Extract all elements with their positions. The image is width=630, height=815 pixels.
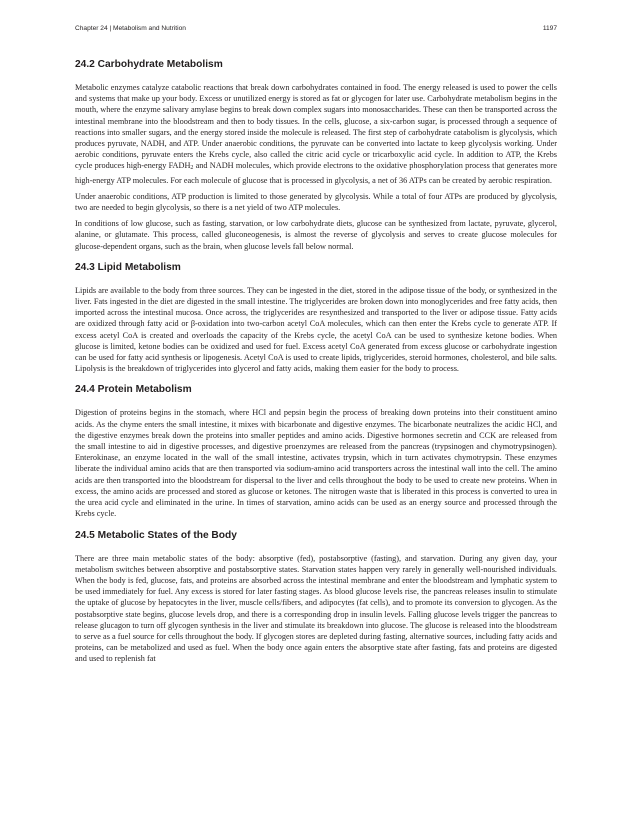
section-protein-metabolism [75, 383, 557, 519]
section-heading: 24.2 Carbohydrate Metabolism [75, 59, 223, 70]
paragraph [75, 82, 557, 186]
running-header [75, 25, 557, 32]
paragraph: Lipids are available to the body from three sources. They can be ingested in the diet, stored in the adipose tissue of the body, or synthesized in the liver. Fats ingested in the diet are digested in the small intestine. The triglycerides are broken down into monoglycerides and free fatty acids, then imported across the intestinal mucosa. Once across, the triglycerides are resynthesized and transported to the liver or adipose tissue. Fatty acids are oxidized through fatty acid or β-oxidation into two-carbon acetyl CoA molecules, which can then enter the Krebs cycle to generate ATP. If excess acetyl CoA is created and overloads the capacity of the Krebs cycle, the acetyl CoA can be used to synthesize ketone bodies. When glucose is limited, ketone bodies can be oxidized and used for fuel. Excess acetyl CoA generated from excess glucose or carbohydrate ingestion can be used for fatty acid synthesis or lipogenesis. Acetyl CoA is used to create lipids, triglycerides, steroid hormones, cholesterol, and bile salts. Lipolysis is the breakdown of triglycerides into glycerol and fatty acids, making them easier for the body to process. [75, 285, 557, 374]
section-metabolic-states [75, 529, 557, 665]
page-content [75, 58, 557, 674]
paragraph: There are three main metabolic states of the body: absorptive (fed), postabsorptive (fasting), and starvation. During any given day, your metabolism switches between absorptive and postabsorptive states. Starvation states happen very rarely in generally well-nourished individuals. When the body is fed, glucose, fats, and proteins are absorbed across the intestinal membrane and enter the bloodstream and lymphatic system to be used immediately for fuel. Any excess is stored for later fasting stages. As blood glucose levels rise, the pancreas releases insulin to stimulate the uptake of glucose by hepatocytes in the liver, muscle cells/fibers, and adipocytes (fat cells), and to promote its conversion to glycogen. As the postabsorptive state begins, glucose levels drop, and there is a corresponding drop in insulin levels. Falling glucose levels trigger the pancreas to release glucagon to turn off glycogen synthesis in the liver and stimulate its breakdown into glucose. The glucose is released into the bloodstream to serve as a fuel source for cells throughout the body. If glycogen stores are depleted during fasting, alternative sources, including fatty acids and proteins, can be metabolized and used as fuel. When the body once again enters the absorptive state after fasting, fats and proteins are digested and used to replenish fat [75, 553, 557, 664]
paragraph-text-continued: and NADH molecules, which provide electrons to the oxidative phosphorylation process that generates more high-energy ATP molecules. For each molecule of glucose that is processed in glycolysis, a net of 36 ATPs can be created by aerobic respiration. [75, 161, 557, 185]
section-heading: 24.4 Protein Metabolism [75, 384, 192, 396]
section-heading: 24.3 Lipid Metabolism [75, 261, 181, 273]
section-lipid-metabolism [75, 261, 557, 375]
section-carbohydrate-metabolism [75, 58, 557, 252]
page-number: 1197 [542, 25, 557, 32]
section-heading: 24.5 Metabolic States of the Body [75, 529, 237, 541]
subscript: 2 [190, 165, 194, 172]
paragraph: Under anaerobic conditions, ATP production is limited to those generated by glycolysis. While a total of four ATPs are produced by glycolysis, two are needed to begin glycolysis, so there is a net yield of two ATP molecules. [75, 191, 557, 213]
chapter-title: Chapter 24 | Metabolism and Nutrition [75, 25, 186, 32]
paragraph: In conditions of low glucose, such as fasting, starvation, or low carbohydrate diets, glucose can be synthesized from lactate, pyruvate, glycerol, alanine, or glutamate. This process, called gluconeogenesis, is almost the reverse of glycolysis and serves to create glucose molecules for glucose-dependent organs, such as the brain, when glucose levels fall below normal. [75, 219, 557, 251]
paragraph-text: Metabolic enzymes catalyze catabolic reactions that break down carbohydrates contained in food. The energy released is used to power the cells and systems that make up your body. Excess or unutilized energy is stored as fat or glycogen for later use. Carbohydrate metabolism begins in the mouth, where the enzyme salivary amylase begins to break down complex sugars into monosaccharides. These can then be transported across the intestinal membrane into the bloodstream and then to body tissues. In the cells, glucose, a six-carbon sugar, is processed through a sequence of reactions into smaller sugars, and the energy stored inside the molecule is released. The first step of carbohydrate catabolism is glycolysis, which produces pyruvate, NADH, and ATP. Under anaerobic conditions, the pyruvate can be converted into lactate to keep glycolysis working. Under aerobic conditions, pyruvate enters the Krebs cycle, also called the citric acid cycle or tricarboxylic acid cycle. In addition to ATP, the Krebs cycle produces high-energy FADH [75, 83, 557, 171]
paragraph: Digestion of proteins begins in the stomach, where HCl and pepsin begin the process of breaking down proteins into their constituent amino acids. As the chyme enters the small intestine, it mixes with bicarbonate and digestive enzymes. The bicarbonate neutralizes the acidic HCl, and the digestive enzymes break down the proteins into smaller peptides and amino acids. Digestive hormones secretin and CCK are released from the small intestine to aid in digestive processes, and digestive proenzymes are released from the pancreas (trypsinogen and chymotrypsinogen). Enterokinase, an enzyme located in the wall of the small intestine, activates trypsin, which in turn activates chymotrypsin. These enzymes liberate the individual amino acids that are then transported via sodium-amino acid transporters across the intestinal wall into the cell. The amino acids are then transported into the bloodstream for dispersal to the liver and cells throughout the body to be used to create new proteins. When in excess, the amino acids are processed and stored as glucose or ketones. The nitrogen waste that is liberated in this process is converted to urea in the urea acid cycle and eliminated in the urine. In times of starvation, amino acids can be used as an energy source and processed through the Krebs cycle. [75, 408, 557, 519]
